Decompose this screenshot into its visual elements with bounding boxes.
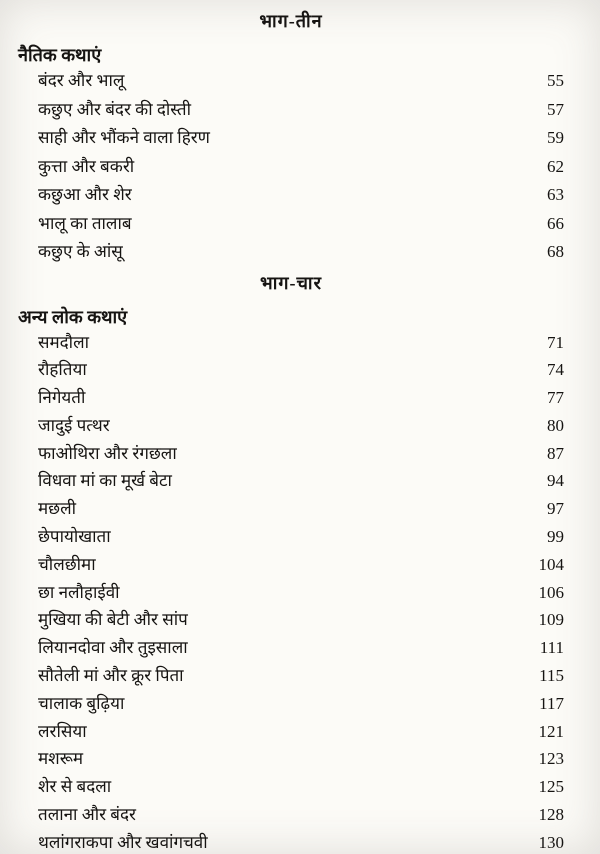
toc-entry-page: 117	[539, 693, 564, 713]
toc-row	[18, 746, 564, 774]
toc-entry-title: सौतेली मां और क्रूर पिता	[38, 666, 184, 686]
toc-entry-page: 62	[547, 156, 564, 176]
toc-row	[18, 68, 564, 97]
toc-entry-page: 115	[539, 666, 564, 686]
toc-entry-page: 66	[547, 213, 564, 233]
toc-entry-title: मछली	[38, 499, 77, 519]
toc-row	[18, 239, 564, 268]
toc-entry-page: 57	[547, 99, 564, 119]
toc-entry-page: 68	[547, 242, 564, 261]
toc-row	[18, 441, 564, 469]
toc-row	[18, 691, 564, 719]
toc-entry-title: बंदर और भालू	[38, 71, 125, 90]
toc-entry-title: फाओथिरा और रंगछला	[38, 443, 177, 463]
toc-entry-title: मशरूम	[38, 749, 84, 769]
toc-entry-title: तलाना और बंदर	[38, 805, 136, 825]
toc-entry-page: 99	[547, 527, 564, 547]
toc-entry-page: 71	[547, 332, 564, 352]
toc-entry-page: 80	[547, 415, 564, 435]
toc-row	[18, 802, 564, 830]
toc-row	[18, 154, 564, 183]
toc-entry-title: निगेयती	[38, 388, 86, 408]
toc-entry-title: शेर से बदला	[38, 777, 112, 797]
toc-entry-page: 55	[547, 71, 564, 90]
section-title-other-folk-tales: अन्य लोक कथाएं	[18, 306, 128, 327]
toc-entry-title: रौहतिया	[38, 360, 87, 380]
part-heading-three: भाग-तीन	[259, 11, 323, 31]
toc-row	[18, 385, 564, 413]
toc-entry-title: लरसिया	[38, 721, 87, 741]
toc-entry-page: 128	[538, 805, 564, 825]
toc-entry-page: 59	[547, 128, 564, 147]
toc-entry-page: 94	[547, 471, 564, 491]
toc-entry-title: साही और भौंकने वाला हिरण	[38, 128, 210, 147]
toc-row	[18, 607, 564, 635]
toc-entry-page: 109	[538, 610, 564, 630]
toc-row	[18, 496, 564, 524]
toc-row	[18, 125, 564, 154]
toc-row	[18, 719, 564, 747]
toc-row	[18, 580, 564, 608]
toc-entry-title: कछुए के आंसू	[38, 242, 123, 261]
toc-entry-page: 104	[538, 554, 564, 574]
toc-entry-title: चालाक बुढ़िया	[38, 693, 125, 713]
toc-list-part3	[18, 68, 564, 268]
toc-row	[18, 663, 564, 691]
toc-row	[18, 182, 564, 211]
toc-entry-title: छा नलौहाईवी	[38, 582, 120, 602]
toc-entry-title: कछुआ और शेर	[38, 185, 132, 204]
toc-entry-title: थलांगराकपा और खवांगचवी	[38, 832, 208, 852]
toc-entry-page: 130	[538, 832, 564, 852]
toc-entry-page: 97	[547, 499, 564, 519]
toc-entry-title: मुखिया की बेटी और सांप	[38, 610, 188, 630]
section-title-moral-tales: नैतिक कथाएं	[18, 45, 102, 65]
toc-list-part4	[18, 330, 564, 854]
toc-row	[18, 330, 564, 358]
toc-row	[18, 774, 564, 802]
toc-entry-page: 121	[538, 721, 564, 741]
toc-entry-page: 87	[547, 443, 564, 463]
toc-entry-title: समदौला	[38, 332, 90, 352]
toc-row	[18, 635, 564, 663]
toc-entry-page: 63	[547, 185, 564, 204]
toc-entry-title: लियानदोवा और तुइसाला	[38, 638, 188, 658]
toc-entry-title: कछुए और बंदर की दोस्ती	[38, 99, 191, 119]
toc-row	[18, 211, 564, 240]
toc-entry-title: कुत्ता और बकरी	[38, 156, 135, 176]
toc-row	[18, 524, 564, 552]
toc-entry-page: 111	[539, 638, 564, 658]
toc-entry-title: छेपायोखाता	[38, 527, 111, 547]
toc-entry-title: जादुई पत्थर	[38, 415, 110, 435]
toc-entry-title: चौलछीमा	[38, 554, 96, 574]
toc-entry-page: 77	[547, 388, 564, 408]
toc-row	[18, 413, 564, 441]
toc-row	[18, 468, 564, 496]
toc-entry-page: 74	[547, 360, 564, 380]
toc-entry-page: 123	[538, 749, 564, 769]
toc-entry-title: भालू का तालाब	[38, 213, 132, 233]
part-heading-four: भाग-चार	[260, 272, 322, 293]
toc-row	[18, 552, 564, 580]
toc-entry-title: विधवा मां का मूर्ख बेटा	[38, 471, 172, 491]
toc-row	[18, 357, 564, 385]
toc-row	[18, 97, 564, 126]
toc-row	[18, 830, 564, 854]
toc-entry-page: 125	[538, 777, 564, 797]
toc-entry-page: 106	[538, 582, 564, 602]
